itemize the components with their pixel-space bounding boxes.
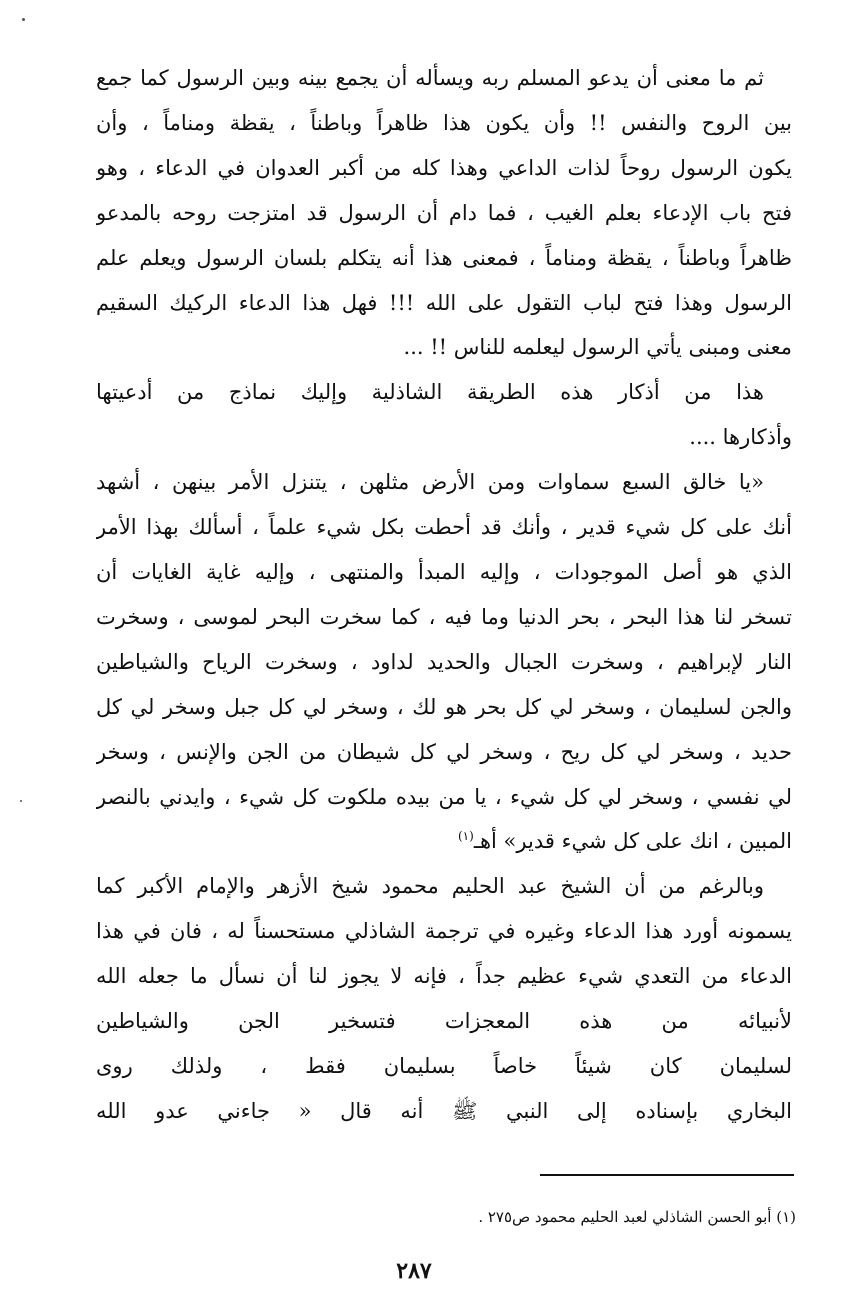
scan-speck (20, 800, 22, 802)
page-number: ٢٨٧ (396, 1258, 432, 1284)
text-line: والجن لسليمان ، وسخر لي كل بحر هو لك ، وسخر لي كل جبل وسخر لي كل (96, 694, 792, 719)
paragraph-2 (96, 370, 792, 460)
text-line: وأذكارها .... (689, 425, 792, 450)
text-line: الذي هو أصل الموجودات ، وإليه المبدأ والمنتهى ، وإليه غاية الغايات أن (96, 559, 792, 584)
text-line: وبالرغم من أن الشيخ عبد الحليم محمود شيخ الأزهر والإمام الأكبر كما (96, 874, 764, 899)
text-line: بين الروح والنفس !! وأن يكون هذا ظاهراً وباطناً ، يقظة ومناماً ، وأن (96, 110, 792, 135)
text-line: ظاهراً وباطناً ، يقظة ومناماً ، فمعنى هذا أنه يتكلم بلسان الرسول ويعلم علم (96, 245, 792, 270)
text-line-with-footnote (96, 819, 792, 864)
text-line: فتح باب الإدعاء بعلم الغيب ، فما دام أن الرسول قد امتزجت روحه بالمدعو (96, 200, 792, 225)
text-line: ثم ما معنى أن يدعو المسلم ربه ويسأله أن يجمع بينه وبين الرسول كما جمع (96, 66, 764, 90)
paragraph-1 (96, 56, 792, 370)
text-line: حديد ، وسخر لي كل ريح ، وسخر لي كل شيطان من الجن والإنس ، وسخر (96, 739, 792, 764)
text-line: المبين ، انك على كل شيء قدير» أهـ (473, 829, 792, 854)
main-text (96, 56, 792, 1134)
footnote: (١) أبو الحسن الشاذلي لعبد الحليم محمود ص٢٧٥ . (478, 1208, 796, 1226)
footnote-reference[interactable]: (١) (457, 829, 474, 844)
text-line: يكون الرسول روحاً لذات الداعي وهذا كله من أكبر العدوان في الدعاء ، وهو (96, 155, 792, 180)
text-line: معنى ومبنى يأتي الرسول ليعلمه للناس !! ... (403, 335, 792, 360)
text-line: الدعاء من التعدي شيء عظيم جداً ، فإنه لا يجوز لنا أن نسأل ما جعله الله (96, 964, 792, 989)
text-line: أنك على كل شيء قدير ، وأنك قد أحطت بكل شيء علماً ، أسألك بهذا الأمر (96, 515, 792, 540)
scan-speck (22, 18, 25, 21)
footnote-separator (540, 1174, 794, 1176)
paragraph-4 (96, 864, 792, 1133)
text-line: تسخر لنا هذا البحر ، بحر الدنيا وما فيه ، كما سخرت البحر لموسى ، وسخرت (96, 604, 792, 629)
text-line: لأنبيائه من هذه المعجزات فتسخير الجن والشياطين (96, 1009, 792, 1034)
text-line: لسليمان كان شيئاً خاصاً بسليمان فقط ، ولذلك روى (96, 1053, 792, 1078)
text-line: هذا من أذكار هذه الطريقة الشاذلية وإليك نماذج من أدعيتها (96, 380, 765, 405)
paragraph-3-quote (96, 460, 792, 864)
text-line: الرسول وهذا فتح لباب التقول على الله !!! فهل هذا الدعاء الركيك السقيم (96, 290, 792, 315)
text-line: البخاري بإسناده إلى النبي ﷺ أنه قال « جاءني عدو الله (96, 1098, 792, 1123)
text-line: يسمونه أورد هذا الدعاء وغيره في ترجمة الشاذلي مستحسناً له ، فان في هذا (96, 919, 792, 944)
text-line: النار لإبراهيم ، وسخرت الجبال والحديد لداود ، وسخرت الرياح والشياطين (96, 649, 792, 674)
text-line: «يا خالق السبع سماوات ومن الأرض مثلهن ، يتنزل الأمر بينهن ، أشهد (96, 470, 764, 495)
text-line: لي نفسي ، وسخر لي كل شيء ، يا من بيده ملكوت كل شيء ، وايدني بالنصر (96, 784, 792, 809)
